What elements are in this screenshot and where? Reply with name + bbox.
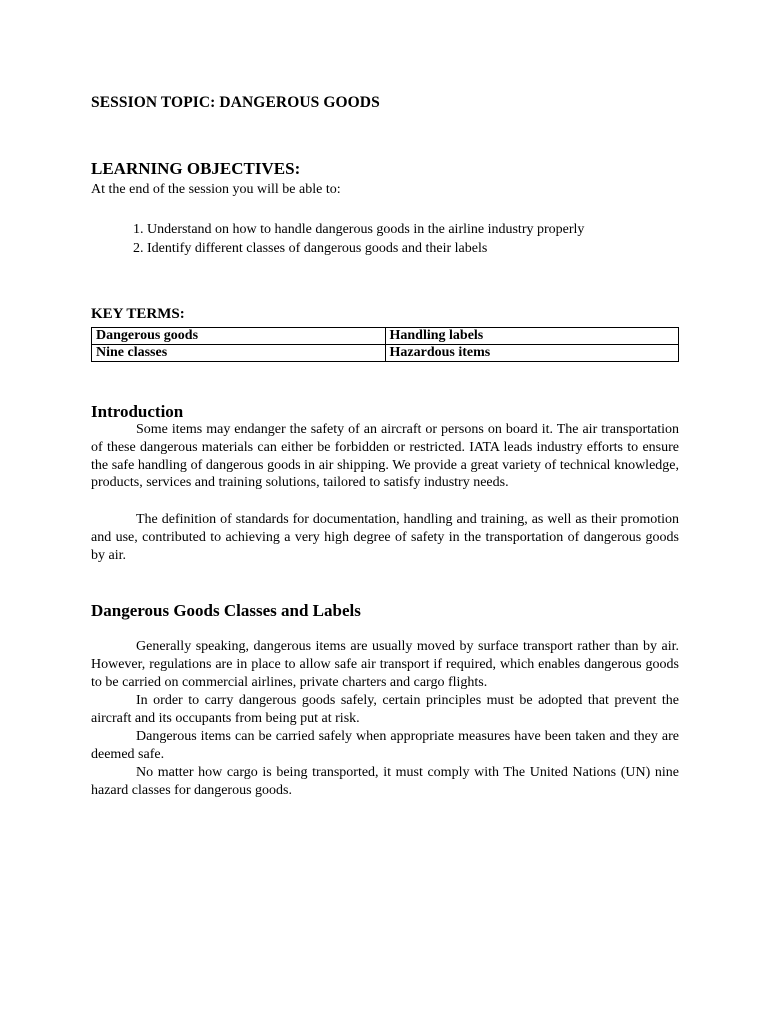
table-row (92, 345, 679, 362)
table-cell: Hazardous items (385, 345, 679, 362)
learning-objectives-heading: LEARNING OBJECTIVES: (91, 159, 301, 178)
key-terms-heading: KEY TERMS: (91, 306, 185, 322)
table-cell: Handling labels (385, 328, 679, 345)
objective-item: 2. Identify different classes of dangerous goods and their labels (133, 241, 488, 256)
classes-paragraph: Generally speaking, dangerous items are usually moved by surface transport rather than by air. However, regulations are in place to allow safe air transport if required, which enables dangerous goods to be carried on commercial airlines, private charters and cargo flights. (91, 639, 679, 690)
learning-objectives-intro: At the end of the session you will be able to: (91, 182, 341, 197)
introduction-heading: Introduction (91, 402, 184, 421)
introduction-paragraph: Some items may endanger the safety of an aircraft or persons on board it. The air transportation of these dangerous materials can either be forbidden or restricted. IATA leads industry efforts to ensure the safe handling of dangerous goods in air shipping. We provide a great variety of technical knowledge, products, services and training solutions, tailored to satisfy industry needs. (91, 422, 679, 491)
objective-item: 1. Understand on how to handle dangerous goods in the airline industry properly (133, 222, 585, 237)
classes-paragraph: No matter how cargo is being transported, it must comply with The United Nations (UN) nine hazard classes for dangerous goods. (91, 765, 679, 798)
table-cell: Dangerous goods (92, 328, 386, 345)
classes-paragraph: In order to carry dangerous goods safely, certain principles must be adopted that prevent the aircraft and its occupants from being put at risk. (91, 693, 679, 726)
introduction-paragraph: The definition of standards for documentation, handling and training, as well as their promotion and use, contributed to achieving a very high degree of safety in the transportation of dangerous goods by air. (91, 512, 679, 563)
table-row (92, 328, 679, 345)
classes-and-labels-heading: Dangerous Goods Classes and Labels (91, 601, 361, 620)
key-terms-table (91, 327, 679, 362)
table-cell: Nine classes (92, 345, 386, 362)
classes-paragraph: Dangerous items can be carried safely when appropriate measures have been taken and they are deemed safe. (91, 729, 679, 762)
session-topic-title: SESSION TOPIC: DANGEROUS GOODS (91, 94, 380, 111)
learning-objectives-list (133, 220, 584, 258)
